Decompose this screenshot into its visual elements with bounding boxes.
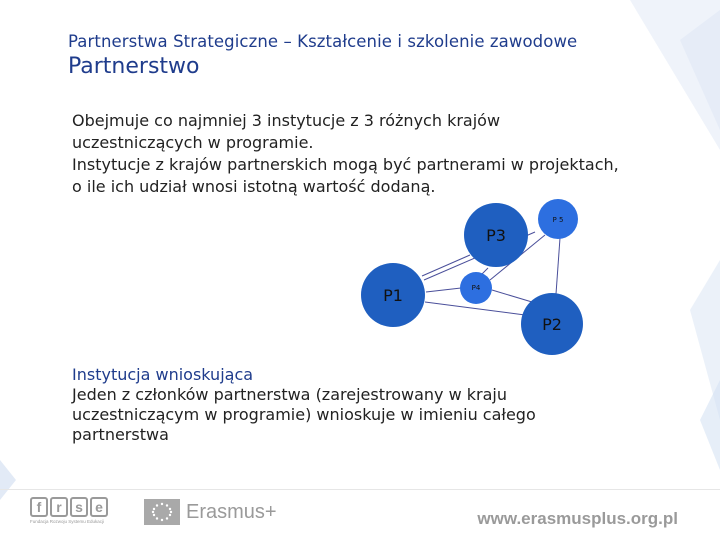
frse-letter: e bbox=[90, 497, 108, 517]
frse-logo bbox=[30, 497, 112, 527]
frse-letters bbox=[30, 497, 108, 519]
node-p5-label: P 5 bbox=[552, 216, 564, 224]
description-line: Obejmuje co najmniej 3 instytucje z 3 różnych krajów bbox=[72, 111, 501, 130]
frse-letter: f bbox=[30, 497, 48, 517]
eu-flag-icon bbox=[144, 499, 180, 525]
erasmus-name: Erasmus+ bbox=[186, 500, 277, 523]
node-p3-label: P3 bbox=[486, 226, 506, 245]
applicant-description bbox=[72, 365, 672, 445]
applicant-heading: Instytucja wnioskująca bbox=[72, 365, 254, 384]
edge-p4-p2 bbox=[492, 290, 532, 302]
description-line: Instytucje z krajów partnerskich mogą być partnerami w projektach, bbox=[72, 155, 619, 174]
frse-letter: s bbox=[70, 497, 88, 517]
applicant-line: partnerstwa bbox=[72, 425, 169, 444]
node-p2-label: P2 bbox=[542, 315, 562, 334]
edge-p5-p2 bbox=[556, 238, 560, 294]
description-line: uczestniczących w programie. bbox=[72, 133, 314, 152]
applicant-line: Jeden z członków partnerstwa (zarejestrowany w kraju bbox=[72, 385, 507, 404]
frse-caption: Fundacja Rozwoju Systemu Edukacji bbox=[30, 519, 105, 524]
slide-title: Partnerstwo bbox=[68, 54, 200, 79]
edge-p1-p3 bbox=[422, 255, 470, 276]
applicant-line: uczestniczącym w programie) wnioskuje w imieniu całego bbox=[72, 405, 536, 424]
node-p4-label: P4 bbox=[471, 284, 481, 292]
edge-p1-p4 bbox=[426, 288, 461, 292]
erasmus-plus-logo bbox=[144, 498, 277, 526]
footer-divider bbox=[0, 489, 720, 490]
description-line: o ile ich udział wnosi istotną wartość dodaną. bbox=[72, 177, 436, 196]
website-url: www.erasmusplus.org.pl bbox=[477, 509, 678, 528]
slide-subtitle: Partnerstwa Strategiczne – Kształcenie i szkolenie zawodowe bbox=[68, 32, 578, 51]
frse-letter: r bbox=[50, 497, 68, 517]
node-p1-label: P1 bbox=[383, 286, 403, 305]
